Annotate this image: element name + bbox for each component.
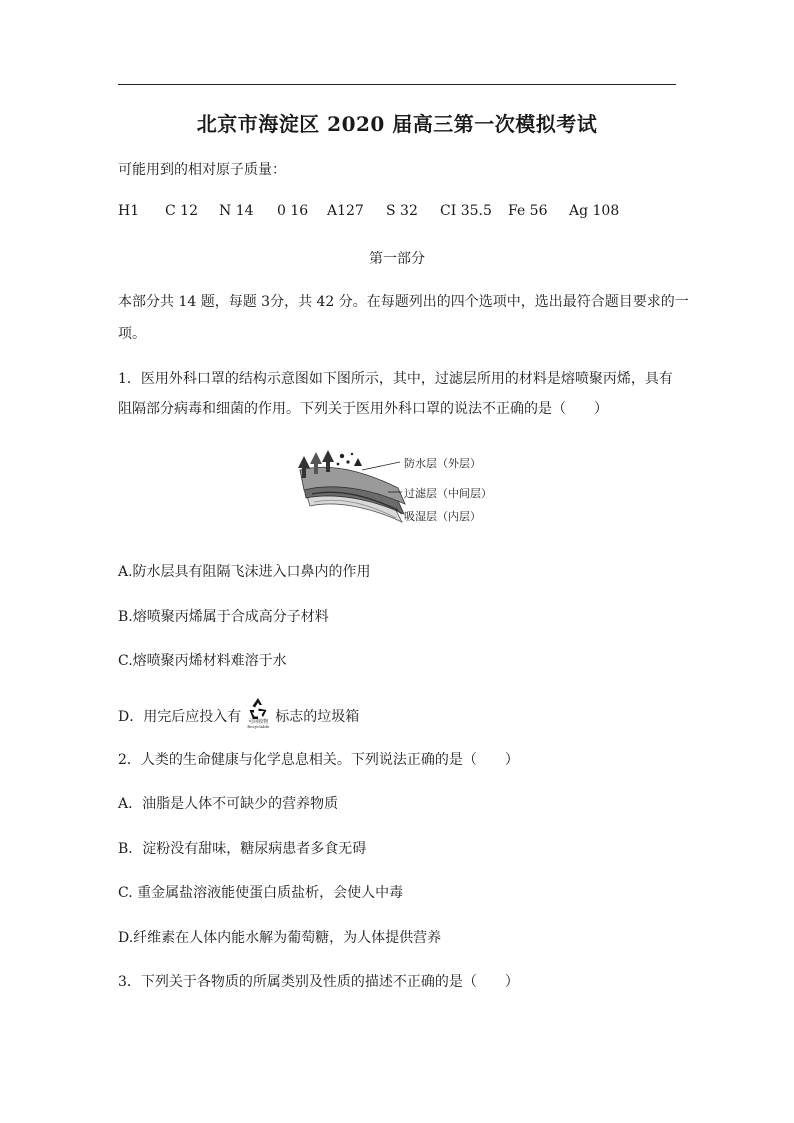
instructions-line-2: 项。 — [118, 326, 146, 342]
q1-option-d-text-after: 标志的垃圾箱 — [275, 709, 360, 725]
q1-stem-line-1: 1．医用外科口罩的结构示意图如下图所示，其中，过滤层所用的材料是熔喷聚丙烯，具有 — [118, 371, 673, 387]
mass-al: A127 — [327, 203, 364, 219]
mass-h: H1 — [118, 203, 140, 219]
label-waterproof-layer: 防水层（外层） — [404, 457, 481, 470]
q2-option-b: B．淀粉没有甜味，糖尿病患者多食无碍 — [118, 841, 367, 857]
mask-structure-figure — [292, 448, 512, 530]
q2-option-d: D.纤维素在人体内能水解为葡萄糖，为人体提供营养 — [118, 930, 442, 946]
mass-o: 0 16 — [277, 203, 309, 219]
section-title: 第一部分 — [369, 251, 425, 267]
q3-stem: 3．下列关于各物质的所属类别及性质的描述不正确的是（ ） — [118, 974, 519, 990]
q1-option-b: B.熔喷聚丙烯属于合成高分子材料 — [118, 609, 329, 625]
header-rule — [118, 84, 676, 85]
recycle-icon — [243, 696, 273, 730]
q2-stem: 2．人类的生命健康与化学息息相关。下列说法正确的是（ ） — [118, 752, 519, 768]
q1-option-d-text-before: D．用完后应投入有 — [118, 709, 242, 725]
q2-option-c: C. 重金属盐溶液能使蛋白质盐析，会使人中毒 — [118, 885, 404, 901]
exam-title: 北京市海淀区 2020 届高三第一次模拟考试 — [196, 112, 598, 136]
atomic-mass-list — [118, 203, 678, 223]
mass-ag: Ag 108 — [569, 203, 620, 219]
q1-stem-line-2: 阻隔部分病毒和细菌的作用。下列关于医用外科口罩的说法不正确的是（ ） — [118, 401, 608, 417]
q1-option-c: C.熔喷聚丙烯材料难溶于水 — [118, 653, 287, 669]
q1-option-d — [118, 700, 359, 734]
label-absorbent-layer: 吸湿层（内层） — [404, 510, 481, 523]
atomic-mass-label: 可能用到的相对原子质量： — [118, 162, 286, 178]
mass-c: C 12 — [165, 203, 198, 219]
mass-fe: Fe 56 — [508, 203, 548, 219]
label-filter-layer: 过滤层（中间层） — [404, 487, 492, 500]
mass-cl: CI 35.5 — [440, 203, 492, 219]
q2-option-a: A．油脂是人体不可缺少的营养物质 — [118, 796, 339, 812]
mass-s: S 32 — [386, 203, 418, 219]
mass-n: N 14 — [219, 203, 254, 219]
recycle-label-en: Recyclable — [247, 724, 270, 729]
instructions-line-1: 本部分共 14 题，每题 3分，共 42 分。在每题列出的四个选项中，选出最符合题目要求的一 — [118, 294, 689, 310]
recycle-label-cn: 可回收物 — [248, 719, 269, 725]
q1-option-a: A.防水层具有阻隔飞沫进入口鼻内的作用 — [118, 564, 371, 580]
